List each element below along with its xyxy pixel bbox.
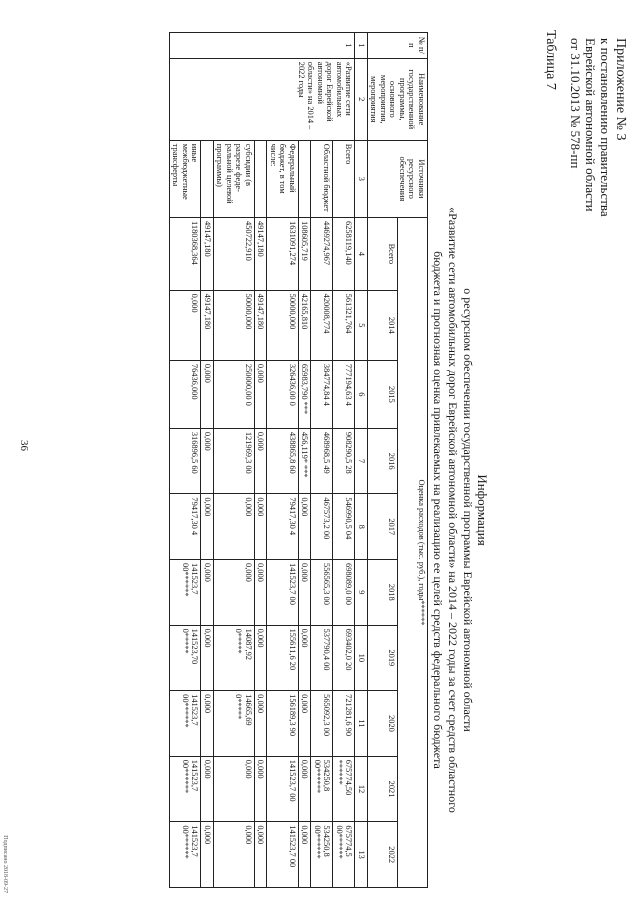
total-cell: 1180368,364 [170,218,202,291]
source-cell [201,140,214,217]
year-value-cell: 0,000 [214,756,255,822]
col-number: 8 [355,494,368,560]
year-value-cell: 0,000 [299,560,312,626]
year-value-cell: 141523,7 00****** [170,560,202,626]
heading-line-2: «Развитие сети автомобильных дорог Еврейской автономной области» на 2014 – 2022 годы за счет средств областного [446,207,460,813]
year-value-cell: 49147,180 [201,290,214,360]
appendix-line-3: от 31.10.2013 № 578-пп [568,38,583,169]
table-body [170,33,356,888]
col-number: 4 [355,218,368,291]
year-value-cell: 565092,3 00 [311,691,333,757]
heading-line-1: о ресурсном обеспечении государственной программы Еврейской автономной области [461,288,475,732]
year-value-cell: 0,000 [255,560,268,626]
year-value-cell: 438865,8 60 [267,428,299,494]
year-value-cell: 0,000 [255,494,268,560]
year-value-cell: 908290,5 28 [333,428,355,494]
year-value-cell: 0,000 [201,360,214,428]
total-cell: 6258119,140 [333,218,355,291]
appendix-line-1: к постановлению правительства [598,38,613,217]
table-row [170,33,202,888]
program-name-cell: «Развитие сети автомобильных дорог Еврейской автономной области» на 2014 – 2022 годы [170,58,356,140]
heading-line-3: бюджета и прогнозная оценка привлекаемых на реализацию ее целей средств федерального бюджета [431,251,445,769]
heading-title: Информация [475,474,490,546]
year-value-cell: 0,000 [255,691,268,757]
total-cell: 450722,910 [214,218,255,291]
year-value-cell: 468968,5 49 [311,428,333,494]
year-value-cell: 0,000 [299,625,312,691]
total-cell: 49147,180 [201,218,214,291]
year-value-cell: 156189,3 90 [267,691,299,757]
year-value-cell: 14665,69 0***** [214,691,255,757]
year-value-cell: 0,000 [201,428,214,494]
total-cell: 108605,719 [299,218,312,291]
year-value-cell: 155611,6 20 [267,625,299,691]
year-value-cell: 0,000 [170,290,202,360]
table-row [311,33,333,888]
header-year: 2015 [368,360,398,428]
year-value-cell: 141523,7 00****** [170,822,202,888]
year-value-cell: 693402,0 20 [333,625,355,691]
col-number: 5 [355,290,368,360]
year-value-cell: 561321,764 [333,290,355,360]
table-row [214,33,255,888]
col-number: 9 [355,560,368,626]
year-value-cell: 675774,5 00****** [333,822,355,888]
year-value-cell: 456,119* *** [299,428,312,494]
year-value-cell: 14087,92 0***** [214,625,255,691]
header-year: 2016 [368,428,398,494]
year-value-cell: 537790,4 00 [311,625,333,691]
appendix-line-2: Еврейской автономной области [583,38,598,212]
year-value-cell: 0,000 [255,822,268,888]
year-value-cell: 42165,810 [299,290,312,360]
header-year: 2021 [368,756,398,822]
year-value-cell: 0,000 [201,756,214,822]
year-value-cell: 50000,000 [267,290,299,360]
year-value-cell: 534250,8 00****** [311,756,333,822]
year-value-cell: 0,000 [255,625,268,691]
year-value-cell: 384774,84 4 [311,360,333,428]
year-value-cell: 0,000 [214,494,255,560]
header-row-1 [398,33,428,888]
table-row [267,33,299,888]
year-value-cell: 777194,63 4 [333,360,355,428]
col-number: 10 [355,625,368,691]
year-value-cell: 675774,50 ****** [333,756,355,822]
year-value-cell: 316896,5 60 [170,428,202,494]
table-row [333,33,355,888]
signature-stamp: Подписано 2018-09-27 [2,835,8,893]
year-value-cell: 0,000 [299,822,312,888]
year-value-cell: 50000,000 [214,290,255,360]
header-year: 2019 [368,625,398,691]
col-number: 12 [355,756,368,822]
row-number-cell: 1 [170,33,356,59]
year-value-cell: 556565,3 00 [311,560,333,626]
year-value-cell: 467573,2 00 [311,494,333,560]
year-value-cell: 0,000 [201,691,214,757]
year-value-cell: 0,000 [214,560,255,626]
year-value-cell: 546990,5 04 [333,494,355,560]
page-number: 36 [18,440,30,451]
year-value-cell: 721281,6 90 [333,691,355,757]
col-number: 11 [355,691,368,757]
year-value-cell: 0,000 [255,428,268,494]
year-value-cell: 141523,7 00****** [170,691,202,757]
column-number-row [355,33,368,888]
col-number: 3 [355,140,368,217]
year-value-cell: 420008,774 [311,290,333,360]
resource-table [169,32,428,888]
year-value-cell: 76436,000 [170,360,202,428]
year-value-cell: 79417,30 4 [267,494,299,560]
header-num: № п/п [368,33,428,59]
year-value-cell: 79417,30 4 [170,494,202,560]
col-number: 1 [355,33,368,59]
year-value-cell: 141523,70 0***** [170,625,202,691]
table-row [255,33,268,888]
year-value-cell: 0,000 [255,360,268,428]
year-value-cell: 49147,180 [255,290,268,360]
year-value-cell: 141523,7 00****** [170,756,202,822]
document-heading [430,190,490,830]
year-value-cell: 65983,790 *** [299,360,312,428]
year-value-cell: 0,000 [299,756,312,822]
source-cell [255,140,268,217]
table-number: Таблица 7 [543,30,558,90]
appendix-title: Приложение № 3 [613,38,628,141]
year-value-cell: 326436,00 0 [267,360,299,428]
year-value-cell: 0,000 [201,494,214,560]
source-cell: Федеральный бюджет, в том числе: [267,140,299,217]
header-year: 2022 [368,822,398,888]
table-row [201,33,214,888]
year-value-cell: 141523,7 00 [267,756,299,822]
year-value-cell: 121969,3 00 [214,428,255,494]
source-cell: субсидии (в разрезе федеральной целевой программы) [214,140,255,217]
source-cell: иные межбюджетные трансферты [170,140,202,217]
total-cell: 1631091,274 [267,218,299,291]
year-value-cell: 0,000 [201,625,214,691]
year-value-cell: 141523,7 00 [267,822,299,888]
col-number: 13 [355,822,368,888]
header-total: Всего [368,218,398,291]
header-name: Наименование государственной программы, основного мероприятия, мероприятия [368,58,428,140]
year-value-cell: 0,000 [201,822,214,888]
col-number: 7 [355,428,368,494]
source-cell [299,140,312,217]
source-cell: Областной бюджет [311,140,333,217]
appendix-block [568,38,628,217]
header-year: 2017 [368,494,398,560]
header-year: 2020 [368,691,398,757]
header-source: Источники ресурсного обеспечения [368,140,428,217]
year-value-cell: 534250,8 00****** [311,822,333,888]
total-cell: 4469274,967 [311,218,333,291]
year-value-cell: 250000,00 0 [214,360,255,428]
year-value-cell: 698089,0 00 [333,560,355,626]
year-value-cell: 0,000 [299,494,312,560]
year-value-cell: 0,000 [299,691,312,757]
col-number: 2 [355,58,368,140]
year-value-cell: 0,000 [214,822,255,888]
source-cell: Всего [333,140,355,217]
col-number: 6 [355,360,368,428]
year-value-cell: 0,000 [201,560,214,626]
header-year: 2014 [368,290,398,360]
year-value-cell: 141523,7 00 [267,560,299,626]
table-row [299,33,312,888]
total-cell: 49147,180 [255,218,268,291]
header-estimate: Оценка расходов (тыс. руб.), годы****** [398,218,428,888]
year-value-cell: 0,000 [255,756,268,822]
header-year: 2018 [368,560,398,626]
